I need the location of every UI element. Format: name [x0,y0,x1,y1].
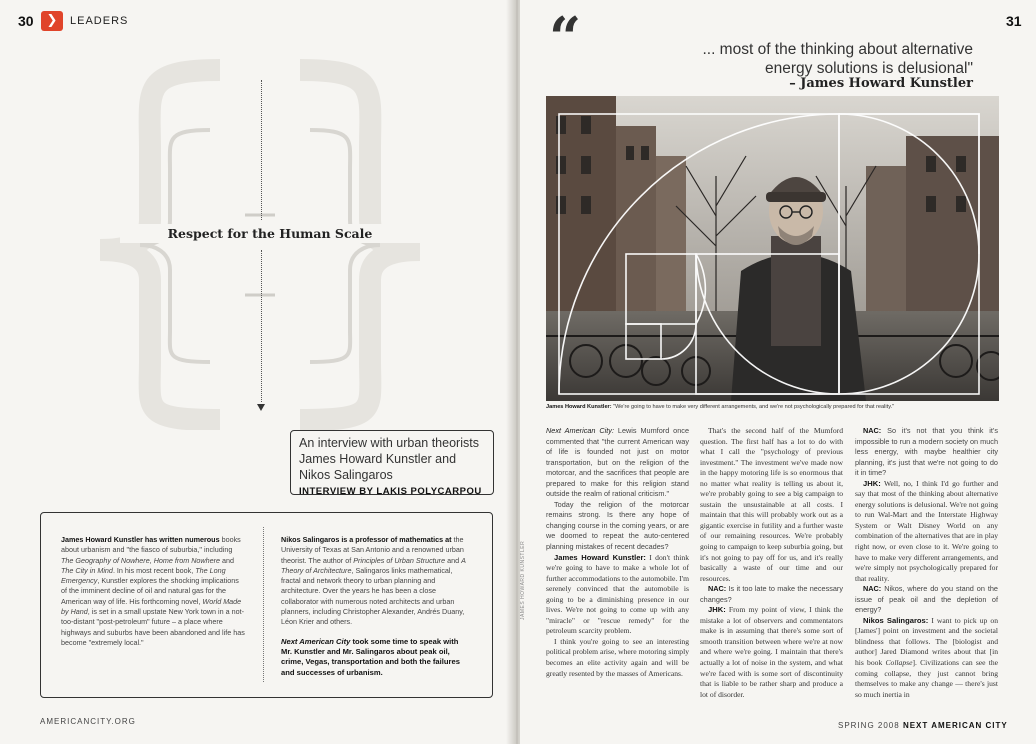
book-title: The Geography of Nowhere, Home from Nowhere [61,555,220,565]
bio-salingaros-name: Nikos Salingaros is a professor of mathematics at [281,535,452,544]
page-number-left: 30 [18,13,34,29]
arrow-down-icon [257,404,265,411]
speaker-label: NAC: [863,426,882,435]
question-text: Is it too late to make the necessary changes? [700,584,843,604]
caption-text: "We're going to have to make very different arrangements, and we're not psychologically prepared for that reality." [611,404,895,410]
bio-divider [263,527,264,682]
article-column-3 [855,426,998,700]
pull-quote-line: ... most of the thinking about alternative [702,41,973,58]
speaker-label: Next American City: [546,426,614,435]
speaker-label: NAC: [708,584,727,594]
bio-text: books about urbanism and "the fiasco of suburbia," including [61,535,241,555]
speaker-label: NAC: [863,584,882,594]
bio-text: , Salingaros links mathematical, fractal and network theory to urban planning and architecture. Over the years he has been a close collaborator with numerous noted architects and urban planners, including Christopher Alexander, Andrés Duany, Léon Krier and others. [281,565,465,627]
question-text: So it's not that you think it's impossible to run a modern society on much less energy, with maybe healthier city planning, it's just that we're not going to do it in time? [855,426,998,478]
speaker-label: James Howard Kunstler: [554,552,646,562]
pull-quote [583,40,973,78]
caption-name: James Howard Kunstler: [546,404,612,410]
article-column-1 [546,426,689,679]
answer-text: I don't think we're going to have to make a whole lot of further accommodations to the automobile. I'm serenely convinced that the automobile is going to be a diminishing presence in our lives. We're not going to come up with any "miracle" or "rescue remedy" for the petroleum scarcity problem. [546,552,690,636]
bio-kunstler [61,535,246,648]
pull-quote-line: energy solutions is delusional" [765,60,973,77]
page-number-right: 31 [1006,13,1022,29]
book-title: World Made by Hand [61,596,242,617]
answer-text: I want to pick up on [James'] point on investment and the societal blindness that follows. The [biologist and author] Jared Diamond writes about that [in his book [855,615,998,668]
answer-text: ]. Civilizations can see the coming collapse, they just cannot bring themselves to make any change — there's just so much inertia in [855,658,998,699]
dotted-connector-top [261,80,262,220]
answer-text: I think you're going to see an interesting political problem arise, where motoring simply becomes an elite activity again and will be greatly resented by the masses of Americans. [546,636,689,678]
article-column-2 [700,426,843,700]
book-title: The City in Mind [61,565,113,575]
photo-caption [546,404,999,410]
pull-quote-author: – James Howard Kunstler [789,76,973,91]
footer-publication: NEXT AMERICAN CITY [902,721,1008,730]
book-title: Collapse [885,658,913,668]
bio-text: the University of Texas at San Antonio and a renowned urban theorist. The author of [281,535,464,565]
byline: INTERVIEW BY LAKIS POLYCARPOU [299,486,482,497]
intro-text: An interview with urban theorists James Howard Kunstler and Nikos Salingaros [299,436,479,482]
answer-text: That's the second half of the Mumford question. The first half has a lot to do with what I call the "psychology of previous investment." The investment we've made now in the happy motoring life is so enormous that no matter what reality is telling us about it, we're probably going to see a big campaign to sustain the unsustainable at all costs. I maintain that this will probably work out as a gigantic exercise in futility and a further waste of our remaining resources. We're probably going to campaign to keep suburbia going, but it's not going to pay off for us, and it's really basically a waste of our time and our resources. [700,426,843,583]
question-text: Lewis Mumford once commented that "the current American way of life is founded not just on motor transportation, but on the religion of the motorcar, and the sacrifices that people are prepared to make for this religion stand outside the realm of rational criticism." [546,426,689,499]
bio-box [40,512,493,698]
bio-text: . In his most recent book, [112,565,194,575]
question-text: Today the religion of the motorcar remains strong. Is there any hope of changing course in the coming years, or are we doomed to repeat the auto-centered planning mistakes of recent decades? [546,499,689,552]
speaker-label: JHK: [708,605,726,615]
bio-kunstler-name: James Howard Kunstler has written numerous [61,535,220,544]
book-title: Principles of Urban Structure [353,555,446,565]
bio-text: , Kunstler explores the shocking implications of the imminent decline of oil and natural gas for the American way of life. His forthcoming novel, [61,576,239,606]
answer-text: Well, no, I think I'd go further and say that most of the thinking about alternative energy solutions is delusional. We're not going to run Wal-Mart and the Interstate Highway System or Walt Disney World on any combination of the alternatives that are in play right now, or even close to it. We're going to have to make very different arrangements, and we're simply not psychologically prepared for that reality. [855,478,998,583]
publication-name: Next American City [281,636,351,646]
intro-box [290,430,494,495]
chevron-right-icon: ❯ [41,11,63,31]
footer-right [838,721,1008,730]
speaker-label: Nikos Salingaros: [863,615,929,625]
section-label: LEADERS [70,15,129,27]
portrait-photo [546,96,999,401]
left-page [0,0,512,744]
footer-season: SPRING 2008 [838,721,900,730]
book-title: A Theory of Architecture [281,555,466,575]
bio-note: took some time to speak with Mr. Kunstler and Mr. Salingaros about peak oil, crime, Vegas, transportation and both the failures and successes of urbanism. [281,636,460,677]
quote-mark-icon: “ [549,5,582,71]
answer-text: From my point of view, I think the mistake a lot of observers and commentators make is in assuming that there's some sort of smooth transition between where we're at now and where we're going. I maintain that there's actually a lot of noise in the system, and what we're faced with is some sort of discontinuity that is liable to be rather sharp and produce a lot of disorder. [700,605,843,699]
bio-text: , is set in a small upstate New York town in a not-too-distant "post-petroleum" future – a place where highways and suburbs have been abandoned and life has become "extremely local." [61,607,245,647]
bio-salingaros [281,535,466,687]
speaker-label: JHK: [863,478,881,488]
article-heading: Respect for the Human Scale [120,224,420,243]
book-title: The Long Emergency [61,565,226,586]
photo-credit: JAMES HOWARD KUNSTLER [520,540,526,620]
dotted-connector-bottom [261,250,262,402]
question-text: Nikos, where do you stand on the issue of peak oil and the depletion of energy? [855,584,998,615]
bio-text: and [222,555,234,565]
footer-url: AMERICANCITY.ORG [40,717,136,726]
bio-text: and [447,555,460,565]
